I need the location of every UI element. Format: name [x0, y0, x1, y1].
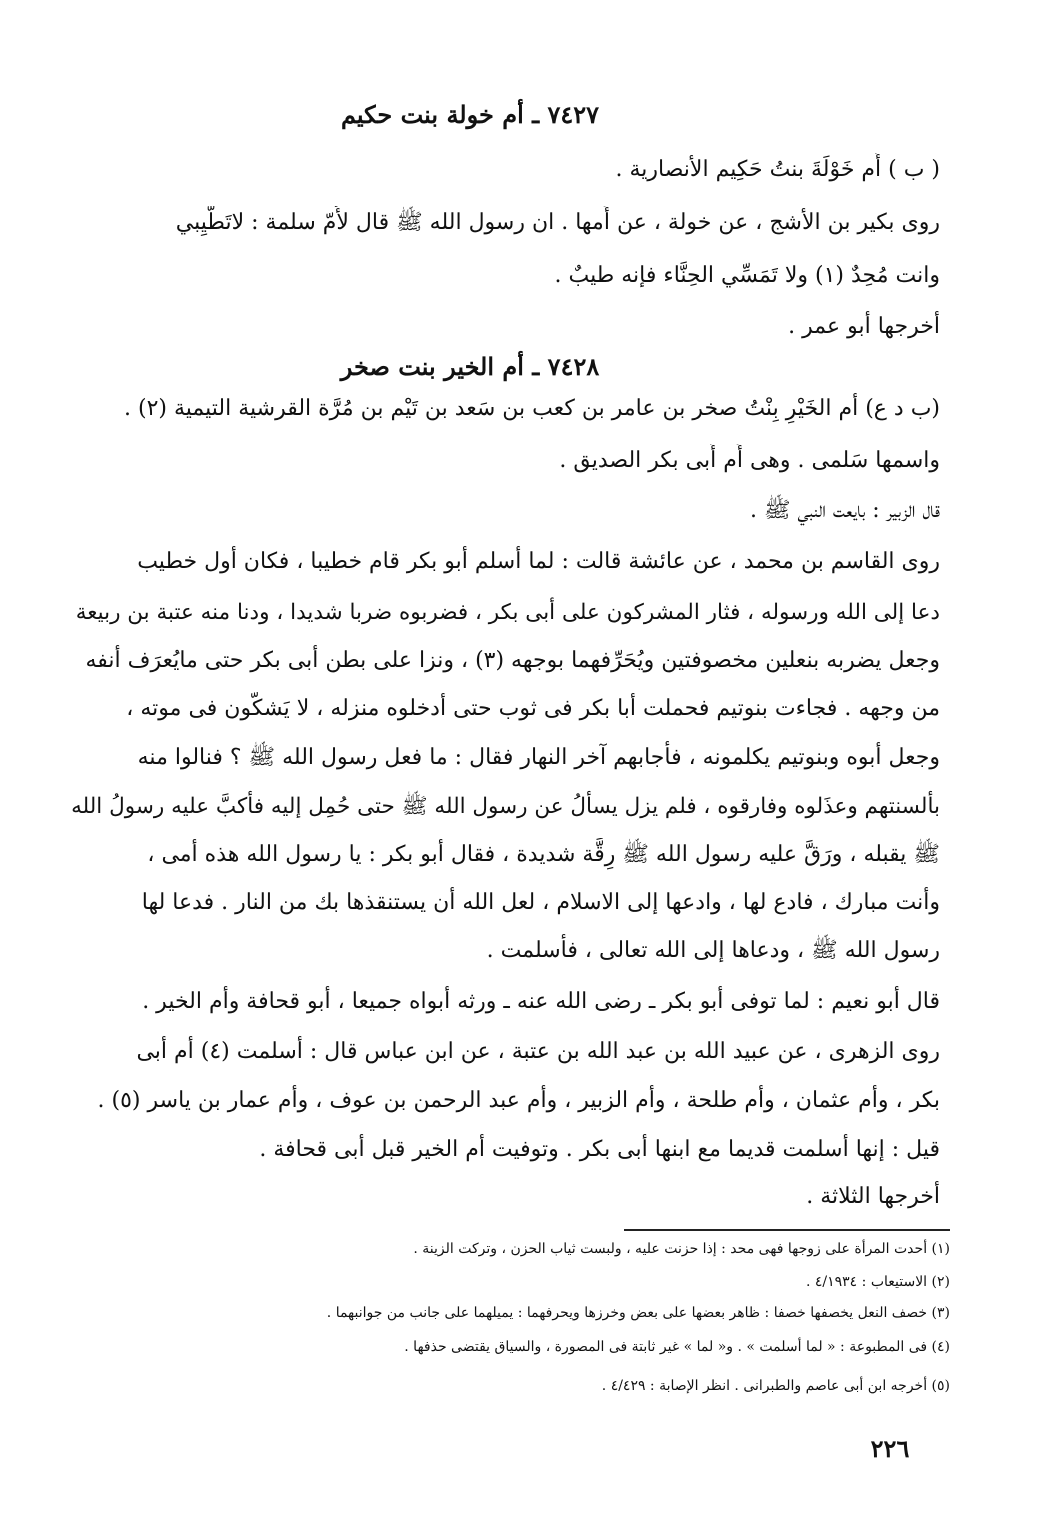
text-line: دعا إلى الله ورسوله ، فثار المشركون على أبى بكر ، فضربوه ضربا شديدا ، ودنا منه عتبة بن ربيعة	[75, 600, 940, 625]
text-line: وجعل يضربه بنعلين مخصوفتين ويُحَرِّفهما بوجهه (٣) ، ونزا على بطن أبى بكر حتى مايُعرَف أنفه	[85, 648, 940, 673]
footnote: (٣) خصف النعل يخصفها خصفا : ظاهر بعضها على بعض وخرزها ويحرفهما : يميلهما على جانب من جوانبهما .	[326, 1305, 950, 1321]
page-number: ٢٢٦	[870, 1434, 910, 1463]
text-line: أخرجها أبو عمر .	[788, 314, 940, 339]
text-line: ﷺ يقبله ، ورَقَّ عليه رسول الله ﷺ رِقَّة شديدة ، فقال أبو بكر : يا رسول الله هذه أمى ،	[147, 842, 940, 867]
text-line: روى بكير بن الأشج ، عن خولة ، عن أُمها . ان رسول الله ﷺ قال لأُمّ سلمة : لاتَطَّيِبي	[175, 210, 940, 235]
footnote: (٢) الاستيعاب : ٤/١٩٣٤ .	[805, 1274, 950, 1290]
entry-heading-7427: ٧٤٢٧ ـ أم خولة بنت حكيم	[340, 100, 600, 129]
text-line: بكر ، وأم عثمان ، وأم طلحة ، وأم الزبير ، وأم عبد الرحمن بن عوف ، وأم عمار بن ياسر (٥) .	[97, 1088, 940, 1113]
text-line: أخرجها الثلاثة .	[806, 1184, 940, 1209]
footnote-divider	[624, 1229, 950, 1231]
footnote: (١) أحدت المرأة على زوجها فهى محد : إذا حزنت عليه ، ولبست ثياب الحزن ، وتركت الزينة .	[413, 1241, 950, 1257]
text-line: قيل : إنها أسلمت قديما مع ابنها أبى بكر . وتوفيت أم الخير قبل أبى قحافة .	[259, 1137, 940, 1162]
text-line: روى القاسم بن محمد ، عن عائشة قالت : لما أسلم أبو بكر قام خطيبا ، فكان أول خطيب	[137, 549, 940, 574]
text-line: وجعل أبوه وبنوتيم يكلمونه ، فأجابهم آخر النهار فقال : ما فعل رسول الله ﷺ ؟ فنالوا منه	[137, 745, 940, 770]
text-line: ( ب ) أُم خَوْلَةَ بنتُ حَكِيم الأنصارية .	[615, 157, 940, 182]
entry-heading-7428: ٧٤٢٨ ـ أم الخير بنت صخر	[340, 352, 600, 381]
text-line: (ب د ع) أم الخَيْرِ بِنْتُ صخر بن عامر بن كعب بن سَعد بن تَيْم بن مُرَّة القرشية التيمية (٢) .	[123, 396, 940, 421]
text-line: واسمها سَلمى . وهى أُم أَبى بكر الصديق .	[559, 448, 940, 473]
text-line: قال الزبير : بايعت النبي ﷺ .	[750, 498, 940, 523]
text-line: وأنت مبارك ، فادع لها ، وادعها إلى الاسلام ، لعل الله أن يستنقذها بك من النار . فدعا لها	[141, 890, 940, 915]
text-line: روى الزهرى ، عن عبيد الله بن عبد الله بن عتبة ، عن ابن عباس قال : أسلمت (٤) أم أبى	[136, 1039, 940, 1064]
text-line: رسول الله ﷺ ، ودعاها إلى الله تعالى ، فأسلمت .	[486, 938, 940, 963]
text-line: من وجهه . فجاءت بنوتيم فحملت أبا بكر فى ثوب حتى أدخلوه منزله ، لا يَشكُّون فى موته ،	[126, 696, 940, 721]
footnote: (٤) فى المطبوعة : « لما أسلمت » . و« لما » غير ثابتة فى المصورة ، والسياق يقتضى حذفها .	[404, 1339, 950, 1355]
text-line: بألسنتهم وعذَلوه وفارقوه ، فلم يزل يسألُ عن رسول الله ﷺ حتى حُمِل إليه فأكبَّ عليه رسولُ الله	[71, 794, 940, 819]
footnote: (٥) أخرجه ابن أبى عاصم والطبرانى . انظر الإصابة : ٤/٤٢٩ .	[601, 1378, 950, 1394]
text-line: قال أبو نعيم : لما توفى أبو بكر ـ رضى الله عنه ـ ورثه أبواه جميعا ، أبو قحافة وأم الخير .	[142, 989, 940, 1014]
text-line: وانت مُحِدٌ (١) ولا تَمَسِّي الحِنَّاء فإنه طيبٌ .	[554, 263, 940, 288]
